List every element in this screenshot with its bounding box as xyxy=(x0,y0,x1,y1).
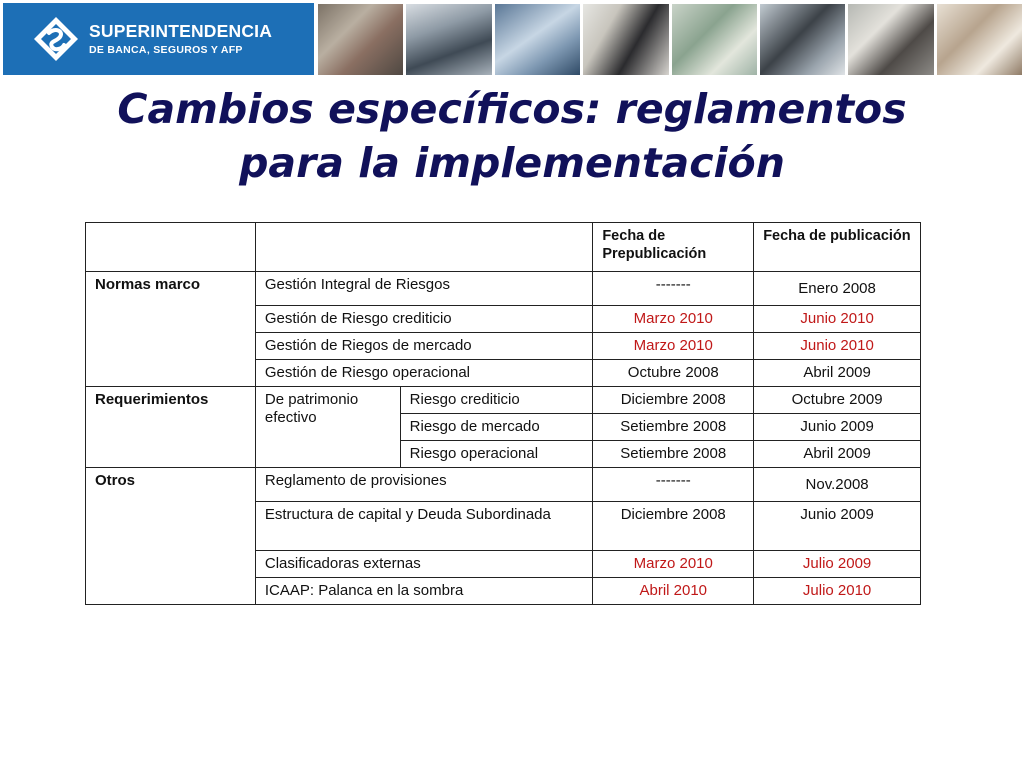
row-label: ICAAP: Palanca en la sombra xyxy=(255,578,592,605)
logo-line1: SUPERINTENDENCIA xyxy=(89,21,273,41)
row-label: Clasificadoras externas xyxy=(255,551,592,578)
row-label: Gestión de Riegos de mercado xyxy=(255,333,592,360)
prepub-date: Setiembre 2008 xyxy=(593,441,754,468)
row-label: Gestión Integral de Riesgos xyxy=(255,272,592,306)
businessman-photo xyxy=(583,4,668,75)
header-blank-cell xyxy=(86,223,256,272)
row-label: Riesgo operacional xyxy=(400,441,593,468)
keyboard-enter-photo xyxy=(495,4,580,75)
diamond-logo-icon xyxy=(33,16,79,62)
prepub-date: Diciembre 2008 xyxy=(593,502,754,551)
group-patrimonio-efectivo: De patrimonio efectivo xyxy=(255,387,400,468)
handshake-photo xyxy=(848,4,933,75)
header-blank-cell xyxy=(255,223,592,272)
pub-date: Julio 2010 xyxy=(754,578,921,605)
row-label: Gestión de Riesgo crediticio xyxy=(255,306,592,333)
pub-date: Nov.2008 xyxy=(754,468,921,502)
prepub-date: Marzo 2010 xyxy=(593,551,754,578)
pub-date: Abril 2009 xyxy=(754,360,921,387)
pub-date: Junio 2010 xyxy=(754,306,921,333)
title-line2: para la implementación xyxy=(239,139,785,187)
regulations-table xyxy=(85,222,921,605)
prepub-date: Abril 2010 xyxy=(593,578,754,605)
row-label: Gestión de Riesgo operacional xyxy=(255,360,592,387)
row-label: Estructura de capital y Deuda Subordinada xyxy=(255,502,592,551)
row-label: Reglamento de provisiones xyxy=(255,468,592,502)
page-title xyxy=(0,82,1024,190)
pub-date: Abril 2009 xyxy=(754,441,921,468)
prepub-date: Marzo 2010 xyxy=(593,333,754,360)
category-otros: Otros xyxy=(86,468,256,605)
prepub-date: Diciembre 2008 xyxy=(593,387,754,414)
category-normas-marco: Normas marco xyxy=(86,272,256,387)
pub-date: Junio 2009 xyxy=(754,414,921,441)
pub-date: Junio 2010 xyxy=(754,333,921,360)
title-line1: Cambios específicos: reglamentos xyxy=(117,85,907,133)
banknotes-photo xyxy=(672,4,757,75)
logo-text xyxy=(89,23,272,55)
sbs-logo xyxy=(3,3,314,75)
table-row xyxy=(86,387,921,414)
office-building-photo xyxy=(406,4,491,75)
header-banner xyxy=(0,0,1024,78)
photo-strip xyxy=(318,4,1022,75)
prepub-date: Setiembre 2008 xyxy=(593,414,754,441)
prepub-date: Marzo 2010 xyxy=(593,306,754,333)
signing-document-photo xyxy=(937,4,1022,75)
prepub-date: ------- xyxy=(593,272,754,306)
card-terminal-photo xyxy=(760,4,845,75)
table-header-row xyxy=(86,223,921,272)
header-prepub: Fecha de Prepublicación xyxy=(593,223,754,272)
logo-line2: DE BANCA, SEGUROS Y AFP xyxy=(89,43,243,56)
pub-date: Julio 2009 xyxy=(754,551,921,578)
row-label: Riesgo de mercado xyxy=(400,414,593,441)
pub-date: Enero 2008 xyxy=(754,272,921,306)
prepub-date: Octubre 2008 xyxy=(593,360,754,387)
header-pub: Fecha de publicación xyxy=(754,223,921,272)
prepub-date: ------- xyxy=(593,468,754,502)
pub-date: Octubre 2009 xyxy=(754,387,921,414)
pub-date: Junio 2009 xyxy=(754,502,921,551)
credit-cards-photo xyxy=(318,4,403,75)
table-row xyxy=(86,272,921,306)
row-label: Riesgo crediticio xyxy=(400,387,593,414)
category-requerimientos: Requerimientos xyxy=(86,387,256,468)
table-row xyxy=(86,468,921,502)
